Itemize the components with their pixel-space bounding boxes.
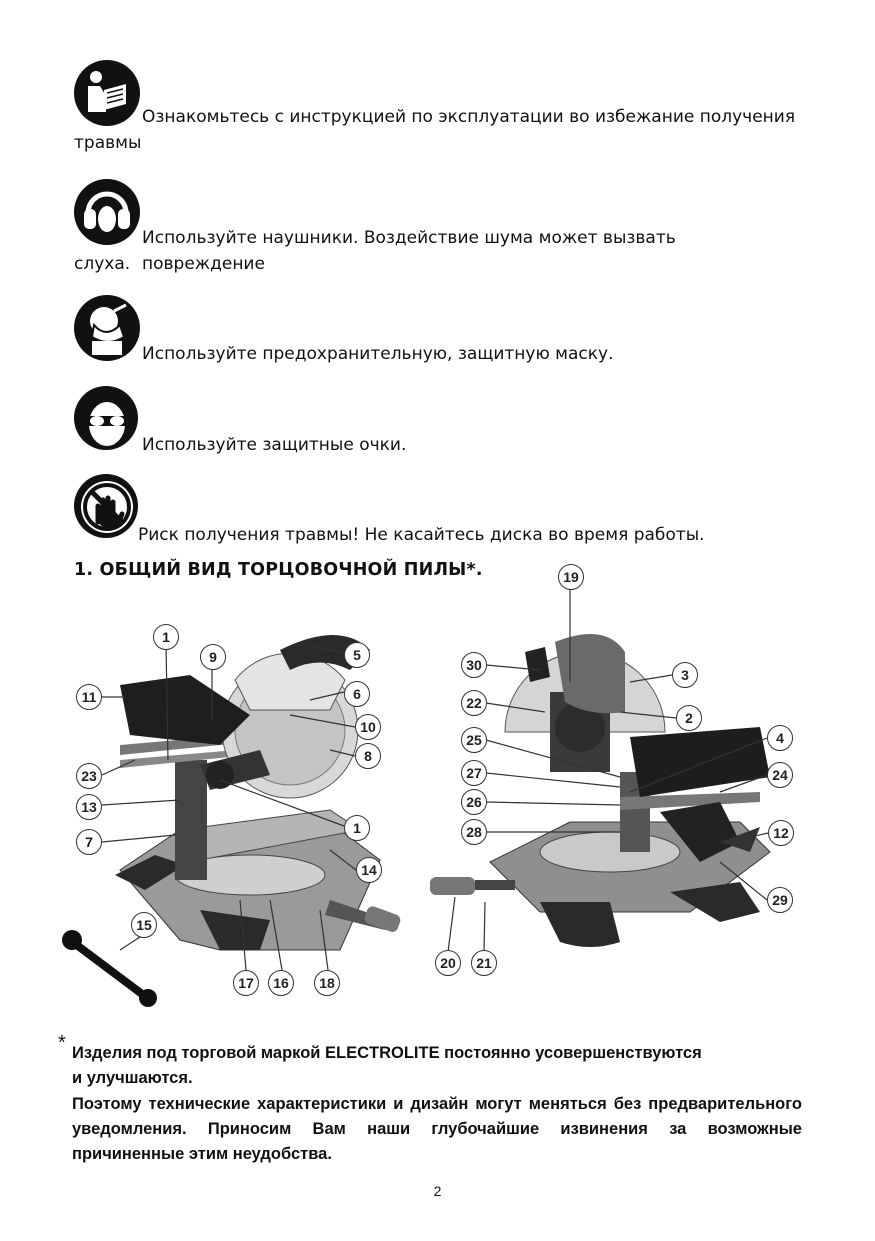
- footnote-asterisk: *: [58, 1032, 66, 1054]
- callout-22: 22: [461, 690, 487, 716]
- callout-11: 11: [76, 684, 102, 710]
- callout-12: 12: [768, 820, 794, 846]
- callout-8: 8: [355, 743, 381, 769]
- warning-text-cont: травмы: [74, 133, 142, 153]
- callout-9: 9: [200, 644, 226, 670]
- callout-23: 23: [76, 763, 102, 789]
- footnote-paragraph-2: Поэтому технические характеристики и дизайн могут меняться без предварительного уведомления. Приносим Вам наши глубочайшие извинения за возможные причиненные этим неудобства.: [72, 1095, 802, 1163]
- warning-text-cont: слуха.: [74, 254, 131, 274]
- no-hand-icon: [74, 474, 138, 538]
- warning-text: Используйте предохранительную, защитную маску.: [142, 344, 614, 364]
- section-title: 1. ОБЩИЙ ВИД ТОРЦОВОЧНОЙ ПИЛЫ*.: [74, 560, 483, 580]
- callout-29: 29: [767, 887, 793, 913]
- callout-16: 16: [268, 970, 294, 996]
- footnote-line-2: и улучшаются.: [72, 1069, 193, 1087]
- callout-27: 27: [461, 760, 487, 786]
- safety-goggles-icon: [74, 386, 138, 450]
- manual-icon: [74, 60, 140, 126]
- footnote-paragraph-1: [72, 1041, 812, 1091]
- warning-text: Используйте защитные очки.: [142, 435, 407, 455]
- callout-6: 6: [344, 681, 370, 707]
- footnote-line-1: Изделия под торговой маркой ELECTROLITE постоянно усовершенствуются: [72, 1044, 702, 1062]
- callout-25: 25: [461, 727, 487, 753]
- callout-30: 30: [461, 652, 487, 678]
- callout-28: 28: [461, 819, 487, 845]
- saw-rear-illustration: [430, 562, 810, 982]
- callout-21: 21: [471, 950, 497, 976]
- warning-text: Используйте наушники. Воздействие шума может вызвать повреждение: [142, 228, 676, 274]
- page-number: 2: [433, 1183, 442, 1199]
- saw-front-illustration: [60, 610, 420, 1010]
- dust-mask-icon: [74, 295, 140, 361]
- callout-7: 7: [76, 829, 102, 855]
- warning-text: Риск получения травмы! Не касайтесь диска во время работы.: [138, 525, 705, 545]
- callout-24: 24: [767, 762, 793, 788]
- callout-14: 14: [356, 857, 382, 883]
- callout-26: 26: [461, 789, 487, 815]
- callout-10: 10: [355, 714, 381, 740]
- callout-20: 20: [435, 950, 461, 976]
- callout-1b: 1: [344, 815, 370, 841]
- ear-protection-icon: [74, 179, 140, 245]
- callout-1: 1: [153, 624, 179, 650]
- callout-4: 4: [767, 725, 793, 751]
- callout-18: 18: [314, 970, 340, 996]
- warning-text: Ознакомьтесь с инструкцией по эксплуатации во избежание получения: [142, 107, 796, 127]
- callout-15: 15: [131, 912, 157, 938]
- callout-19: 19: [558, 564, 584, 590]
- callout-17: 17: [233, 970, 259, 996]
- callout-13: 13: [76, 794, 102, 820]
- callout-2: 2: [676, 705, 702, 731]
- callout-5: 5: [344, 642, 370, 668]
- callout-3: 3: [672, 662, 698, 688]
